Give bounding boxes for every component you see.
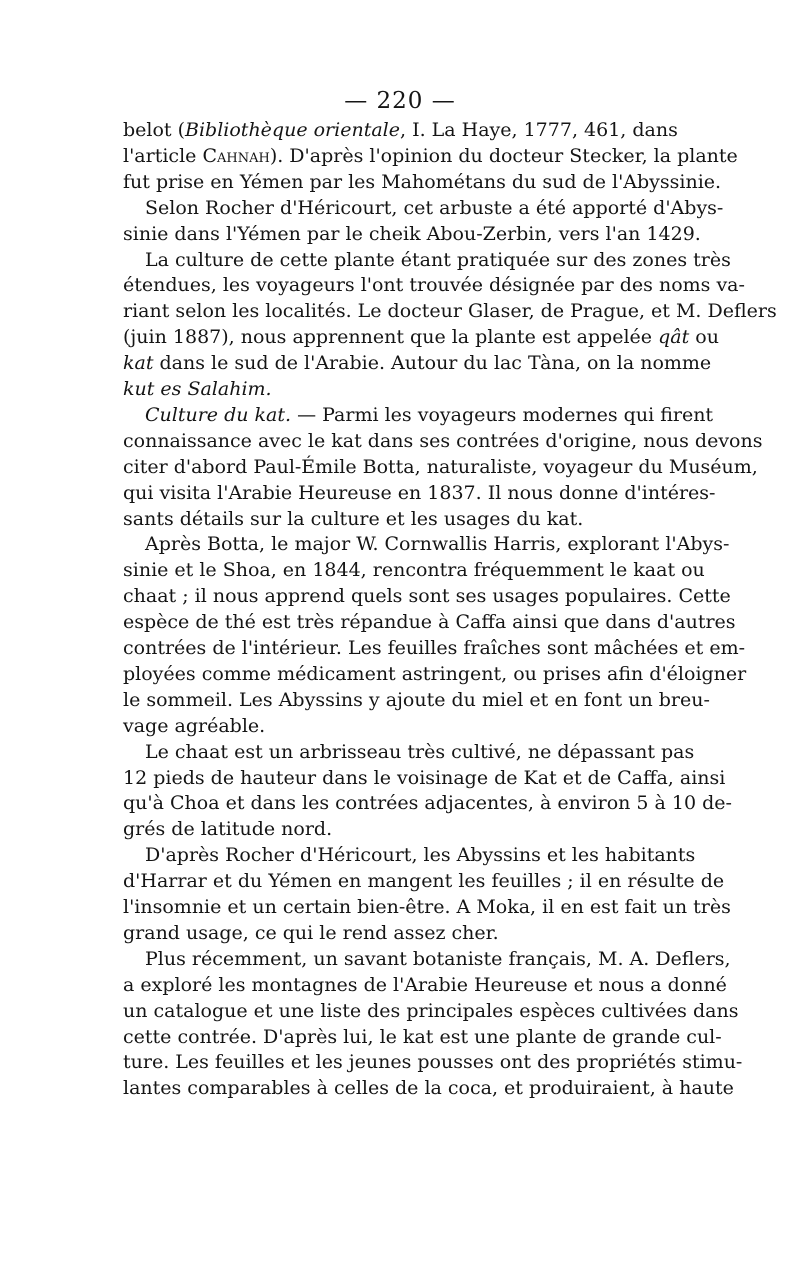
text-segment: ployées comme médicament astringent, ou prises afin d'éloigner (123, 662, 747, 685)
text-segment: l'insomnie et un certain bien-être. A Moka, il en est fait un très (123, 896, 731, 918)
text-segment: Selon Rocher d'Héricourt, cet arbuste a été apporté d'Abys- (145, 196, 724, 219)
text-segment: (juin 1887), nous apprennent que la plante est appelée (123, 326, 659, 349)
text-segment: d'Harrar et du Yémen en mangent les feuilles ; il en résulte de (123, 870, 725, 893)
text-segment: grés de latitude nord. (123, 818, 333, 841)
text-segment: vage agréable. (123, 714, 266, 737)
text-segment: D'après Rocher d'Héricourt, les Abyssins et les habitants (145, 844, 696, 867)
italic-text: Culture du kat. (145, 403, 292, 426)
text-segment: cette contrée. D'après lui, le kat est une plante de grande cul- (123, 1025, 722, 1048)
page-number: — 220 — (344, 88, 456, 114)
text-segment: chaat ; il nous apprend quels sont ses usages populaires. Cette (123, 585, 731, 608)
text-segment: ). D'après l'opinion du docteur Stecker, la plante (269, 144, 738, 167)
text-segment: l'article (123, 144, 203, 167)
text-segment: belot ( (123, 119, 186, 141)
text-segment: a exploré les montagnes de l'Arabie Heureuse et nous a donné (123, 973, 727, 996)
text-segment: 12 pieds de hauteur dans le voisinage de Kat et de Caffa, ainsi (123, 766, 726, 789)
text-segment: qu'à Choa et dans les contrées adjacentes, à environ 5 à 10 de- (123, 792, 732, 815)
italic-text: kat (123, 352, 154, 375)
text-segment: contrées de l'intérieur. Les feuilles fraîches sont mâchées et em- (123, 637, 746, 659)
text-segment: sinie et le Shoa, en 1844, rencontra fréquemment le kaat ou (123, 559, 705, 582)
text-segment: ture. Les feuilles et les jeunes pousses ont des propriétés stimu- (123, 1051, 743, 1074)
text-segment: riant selon les localités. Le docteur Glaser, de Prague, et M. Deflers (123, 300, 777, 323)
text-segment: — Parmi les voyageurs modernes qui firent (291, 403, 714, 426)
text-segment: un catalogue et une liste des principales espèces cultivées dans (123, 999, 739, 1022)
italic-text: Bibliothèque orientale (185, 119, 400, 141)
text-segment: dans le sud de l'Arabie. Autour du lac Tàna, on la nomme (153, 352, 712, 375)
text-segment: , I. La Haye, 1777, 461, dans (399, 119, 678, 141)
text-segment: connaissance avec le kat dans ses contrées d'origine, nous devons (123, 429, 763, 452)
text-segment: lantes comparables à celles de la coca, et produiraient, à haute (123, 1077, 734, 1100)
text-line (123, 1073, 734, 1103)
smallcaps-text: Cahnah (202, 144, 270, 167)
italic-text: qât (658, 326, 690, 349)
text-segment: espèce de thé est très répandue à Caffa ainsi que dans d'autres (123, 611, 736, 634)
text-segment: ou (689, 326, 719, 349)
text-segment: Le chaat est un arbrisseau très cultivé, ne dépassant pas (145, 740, 695, 763)
text-segment: sinie dans l'Yémen par le cheik Abou-Zerbin, vers l'an 1429. (123, 222, 701, 245)
text-segment: Après Botta, le major W. Cornwallis Harris, explorant l'Abys- (145, 533, 730, 556)
text-segment: sants détails sur la culture et les usages du kat. (123, 507, 584, 530)
text-segment: étendues, les voyageurs l'ont trouvée désignée par des noms va- (123, 274, 745, 297)
text-segment: La culture de cette plante étant pratiquée sur des zones très (145, 248, 731, 271)
text-segment: fut prise en Yémen par les Mahométans du sud de l'Abyssinie. (123, 170, 722, 193)
text-segment: le sommeil. Les Abyssins y ajoute du miel et en font un breu- (123, 688, 710, 711)
italic-text: kut es Salahim. (123, 378, 272, 400)
text-segment: grand usage, ce qui le rend assez cher. (123, 921, 499, 944)
text-segment: qui visita l'Arabie Heureuse en 1837. Il nous donne d'intéres- (123, 481, 716, 504)
text-segment: Plus récemment, un savant botaniste français, M. A. Deflers, (145, 947, 731, 970)
text-segment: citer d'abord Paul-Émile Botta, naturaliste, voyageur du Muséum, (123, 455, 758, 478)
